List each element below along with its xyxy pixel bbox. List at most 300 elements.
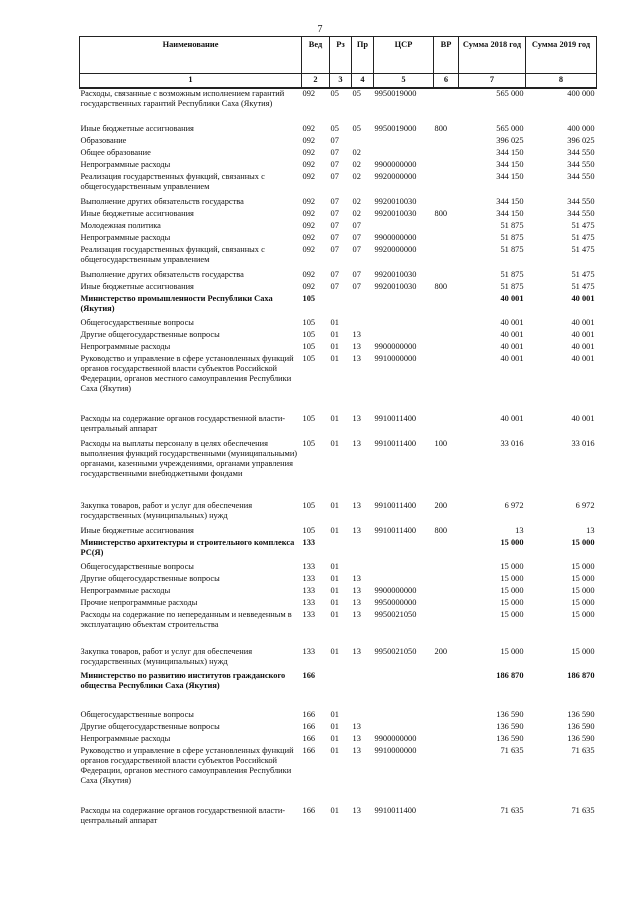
column-header-csr: ЦСР	[374, 37, 434, 74]
cell-csr: 9920010030	[374, 282, 417, 291]
cell-sum-2018: 51 875	[500, 270, 524, 279]
cell-sum-2019: 344 550	[567, 197, 595, 206]
cell-name: Руководство и управление в сфере установленных функций органов государственной власти субъектов Российской Федерации, органов местного самоуправления Республики Саха (Якутия)	[80, 354, 294, 393]
cell-csr	[374, 538, 434, 562]
cell-name: Другие общегосударственные вопросы	[80, 574, 220, 583]
cell-rz: 01	[330, 318, 339, 327]
cell-ved: 092	[302, 136, 316, 145]
cell-sum-2019: 51 475	[571, 282, 595, 291]
cell-sum-2019: 15 000	[571, 538, 595, 547]
table-row	[80, 746, 597, 806]
column-header-vr: ВР	[434, 37, 459, 74]
cell-sum-2019: 400 000	[567, 89, 595, 98]
cell-sum-2018: 71 635	[500, 806, 524, 815]
column-number: 4	[352, 74, 374, 89]
cell-ved: 105	[302, 342, 316, 351]
table-row	[80, 647, 597, 671]
cell-csr	[374, 671, 434, 710]
cell-vr	[434, 270, 459, 282]
cell-sum-2018: 136 590	[496, 710, 524, 719]
cell-csr: 9920000000	[374, 245, 417, 254]
cell-sum-2018: 13	[515, 526, 524, 535]
cell-ved: 092	[302, 148, 316, 157]
cell-name: Непрограммные расходы	[80, 233, 171, 242]
column-number: 6	[434, 74, 459, 89]
cell-pr	[352, 294, 374, 318]
cell-csr: 9950021050	[374, 610, 417, 619]
cell-sum-2019: 40 001	[571, 342, 595, 351]
table-row	[80, 330, 597, 342]
cell-pr: 13	[352, 610, 361, 619]
cell-pr: 13	[352, 746, 361, 755]
column-number: 1	[80, 74, 302, 89]
cell-name: Министерство промышленности Республики Саха (Якутия)	[80, 294, 273, 313]
cell-csr	[374, 294, 434, 318]
cell-csr: 9920000000	[374, 172, 417, 181]
cell-ved: 092	[302, 233, 316, 242]
cell-ved: 092	[302, 89, 316, 98]
cell-name: Иные бюджетные ассигнования	[80, 209, 194, 218]
cell-csr: 9920010030	[374, 209, 417, 218]
cell-rz: 07	[330, 148, 339, 157]
cell-pr	[352, 538, 374, 562]
table-row	[80, 526, 597, 538]
cell-rz	[330, 294, 352, 318]
table-row	[80, 270, 597, 282]
table-row	[80, 722, 597, 734]
cell-sum-2019: 136 590	[567, 734, 595, 743]
cell-vr: 800	[434, 209, 448, 218]
cell-name: Иные бюджетные ассигнования	[80, 526, 194, 535]
cell-ved: 105	[302, 318, 316, 327]
cell-csr: 9910011400	[374, 501, 417, 510]
cell-sum-2018: 186 870	[496, 671, 524, 680]
cell-csr: 9950000000	[374, 598, 417, 607]
cell-sum-2018: 40 001	[500, 342, 524, 351]
cell-vr	[434, 342, 459, 354]
table-row	[80, 354, 597, 414]
cell-sum-2018: 51 875	[500, 221, 524, 230]
table-row	[80, 598, 597, 610]
cell-sum-2019: 400 000	[567, 124, 595, 133]
cell-sum-2018: 565 000	[496, 124, 524, 133]
cell-pr: 07	[352, 282, 361, 291]
cell-csr	[374, 562, 434, 574]
table-row	[80, 209, 597, 221]
cell-rz: 01	[330, 526, 339, 535]
budget-table	[79, 36, 597, 830]
cell-rz: 07	[330, 209, 339, 218]
cell-rz: 01	[330, 710, 339, 719]
cell-rz: 07	[330, 160, 339, 169]
cell-name: Непрограммные расходы	[80, 734, 171, 743]
cell-rz	[330, 538, 352, 562]
table-row	[80, 501, 597, 526]
cell-ved: 166	[302, 722, 316, 731]
cell-name: Расходы на содержание по непереданным и невведенным в эксплуатацию объектам строительства	[80, 610, 292, 629]
cell-vr	[434, 562, 459, 574]
cell-csr	[374, 330, 434, 342]
cell-sum-2019: 40 001	[571, 318, 595, 327]
table-row	[80, 318, 597, 330]
cell-sum-2018: 136 590	[496, 722, 524, 731]
table-row	[80, 610, 597, 647]
cell-csr	[374, 221, 434, 233]
cell-vr	[434, 610, 459, 647]
table-row	[80, 136, 597, 148]
cell-name: Министерство архитектуры и строительного комплекса РС(Я)	[80, 538, 295, 557]
cell-vr: 800	[434, 526, 448, 535]
column-number: 3	[330, 74, 352, 89]
cell-sum-2018: 6 972	[504, 501, 524, 510]
cell-csr	[374, 710, 434, 722]
cell-csr: 9900000000	[374, 586, 417, 595]
cell-ved: 166	[302, 671, 316, 680]
cell-vr	[434, 330, 459, 342]
cell-pr	[352, 136, 374, 148]
cell-name: Выполнение других обязательств государства	[80, 270, 244, 279]
cell-ved: 105	[302, 501, 316, 510]
cell-vr	[434, 746, 459, 806]
cell-sum-2019: 40 001	[571, 354, 595, 363]
cell-sum-2019: 344 550	[567, 172, 595, 181]
cell-rz: 01	[330, 414, 339, 423]
cell-sum-2019: 15 000	[571, 574, 595, 583]
cell-sum-2019: 51 475	[571, 245, 595, 254]
cell-sum-2018: 396 025	[496, 136, 524, 145]
cell-csr	[374, 574, 434, 586]
table-row	[80, 806, 597, 830]
cell-pr: 02	[352, 172, 361, 181]
cell-name: Общегосударственные вопросы	[80, 562, 194, 571]
cell-sum-2019: 15 000	[571, 647, 595, 656]
cell-name: Образование	[80, 136, 127, 145]
cell-pr: 02	[352, 160, 361, 169]
cell-vr	[434, 318, 459, 330]
cell-ved: 133	[302, 586, 316, 595]
cell-name: Реализация государственных функций, связанных с общегосударственным управлением	[80, 172, 265, 191]
table-row	[80, 439, 597, 501]
cell-sum-2018: 15 000	[500, 598, 524, 607]
cell-csr: 9920010030	[374, 270, 417, 279]
cell-name: Расходы на содержание органов государственной власти- центральный аппарат	[80, 414, 286, 433]
cell-rz: 07	[330, 221, 339, 230]
table-row	[80, 414, 597, 439]
cell-name: Непрограммные расходы	[80, 342, 171, 351]
cell-rz: 07	[330, 136, 339, 145]
cell-pr: 05	[352, 89, 361, 98]
cell-sum-2018: 565 000	[496, 89, 524, 98]
cell-ved: 092	[302, 160, 316, 169]
cell-vr	[434, 148, 459, 160]
cell-vr	[434, 414, 459, 439]
cell-sum-2018: 344 150	[496, 148, 524, 157]
column-header-ved: Вед	[302, 37, 330, 74]
cell-csr: 9950019000	[374, 89, 417, 98]
cell-csr: 9910000000	[374, 746, 417, 755]
cell-pr: 02	[352, 209, 361, 218]
cell-sum-2018: 344 150	[496, 160, 524, 169]
cell-vr	[434, 160, 459, 172]
cell-rz: 07	[330, 197, 339, 206]
cell-pr: 13	[352, 734, 361, 743]
cell-csr: 9900000000	[374, 342, 417, 351]
cell-sum-2019: 6 972	[575, 501, 595, 510]
cell-ved: 133	[302, 598, 316, 607]
cell-rz: 01	[330, 342, 339, 351]
cell-rz: 01	[330, 806, 339, 815]
table-row	[80, 294, 597, 318]
cell-name: Общегосударственные вопросы	[80, 710, 194, 719]
cell-rz: 07	[330, 270, 339, 279]
cell-ved: 166	[302, 710, 316, 719]
cell-sum-2018: 71 635	[500, 746, 524, 755]
cell-sum-2019: 71 635	[571, 806, 595, 815]
cell-name: Общегосударственные вопросы	[80, 318, 194, 327]
cell-vr: 200	[434, 647, 448, 656]
column-number: 7	[459, 74, 526, 89]
cell-sum-2018: 40 001	[500, 414, 524, 423]
table-row	[80, 574, 597, 586]
cell-name: Расходы на содержание органов государственной власти- центральный аппарат	[80, 806, 286, 825]
table-row	[80, 160, 597, 172]
cell-rz: 07	[330, 245, 339, 254]
table-row	[80, 734, 597, 746]
cell-sum-2018: 136 590	[496, 734, 524, 743]
cell-ved: 133	[302, 538, 316, 547]
cell-ved: 092	[302, 197, 316, 206]
cell-pr: 07	[352, 245, 361, 254]
cell-ved: 166	[302, 746, 316, 755]
cell-sum-2019: 13	[586, 526, 595, 535]
cell-ved: 133	[302, 610, 316, 619]
column-number: 2	[302, 74, 330, 89]
cell-name: Общее образование	[80, 148, 151, 157]
cell-csr: 9910011400	[374, 526, 417, 535]
cell-csr: 9900000000	[374, 160, 417, 169]
cell-pr: 13	[352, 354, 361, 363]
cell-sum-2018: 344 150	[496, 172, 524, 181]
cell-sum-2018: 15 000	[500, 610, 524, 619]
cell-ved: 092	[302, 172, 316, 181]
column-number: 8	[526, 74, 597, 89]
cell-csr	[374, 318, 434, 330]
table-row	[80, 586, 597, 598]
cell-vr: 800	[434, 282, 448, 291]
cell-pr: 13	[352, 526, 361, 535]
table-body	[80, 88, 597, 830]
cell-pr	[352, 671, 374, 710]
cell-rz: 01	[330, 610, 339, 619]
table-row	[80, 172, 597, 197]
cell-ved: 092	[302, 221, 316, 230]
page-number: 7	[317, 24, 323, 35]
cell-sum-2019: 40 001	[571, 330, 595, 339]
column-header-sum-2019: Сумма 2019 год	[526, 37, 597, 74]
cell-pr: 02	[352, 148, 361, 157]
cell-vr	[434, 538, 459, 562]
cell-name: Иные бюджетные ассигнования	[80, 124, 194, 133]
cell-csr: 9900000000	[374, 233, 417, 242]
cell-pr: 13	[352, 342, 361, 351]
table-row	[80, 710, 597, 722]
cell-vr	[434, 172, 459, 197]
header-row	[80, 37, 597, 74]
cell-ved: 105	[302, 354, 316, 363]
cell-vr	[434, 245, 459, 270]
cell-ved: 105	[302, 330, 316, 339]
cell-vr	[434, 574, 459, 586]
cell-pr: 07	[352, 270, 361, 279]
column-header-pr: Пр	[352, 37, 374, 74]
cell-sum-2019: 15 000	[571, 598, 595, 607]
cell-sum-2018: 40 001	[500, 354, 524, 363]
cell-sum-2018: 15 000	[500, 574, 524, 583]
cell-sum-2018: 51 875	[500, 233, 524, 242]
cell-name: Непрограммные расходы	[80, 160, 171, 169]
cell-sum-2019: 51 475	[571, 221, 595, 230]
cell-sum-2018: 344 150	[496, 209, 524, 218]
cell-vr	[434, 294, 459, 318]
cell-name: Расходы на выплаты персоналу в целях обеспечения выполнения функций государственными (муниципальными) органами, казенными учреждениями, органами управления государственными внебюджетными фондами	[80, 439, 298, 478]
cell-pr: 13	[352, 806, 361, 815]
cell-sum-2019: 51 475	[571, 270, 595, 279]
cell-sum-2019: 344 550	[567, 209, 595, 218]
table-row	[80, 233, 597, 245]
cell-name: Другие общегосударственные вопросы	[80, 722, 220, 731]
column-number: 5	[374, 74, 434, 89]
cell-name: Реализация государственных функций, связанных с общегосударственным управлением	[80, 245, 265, 264]
cell-sum-2018: 40 001	[500, 318, 524, 327]
cell-pr: 13	[352, 574, 361, 583]
cell-sum-2018: 15 000	[500, 586, 524, 595]
cell-rz: 01	[330, 734, 339, 743]
cell-name: Молодежная политика	[80, 221, 161, 230]
cell-sum-2019: 71 635	[571, 746, 595, 755]
cell-name: Закупка товаров, работ и услуг для обеспечения государственных (муниципальных) нужд	[80, 647, 253, 666]
cell-vr	[434, 598, 459, 610]
cell-vr	[434, 88, 459, 124]
cell-ved: 105	[302, 414, 316, 423]
cell-vr	[434, 197, 459, 209]
cell-rz: 01	[330, 330, 339, 339]
table-row	[80, 671, 597, 710]
cell-name: Иные бюджетные ассигнования	[80, 282, 194, 291]
cell-rz: 01	[330, 501, 339, 510]
cell-sum-2018: 344 150	[496, 197, 524, 206]
cell-vr: 800	[434, 124, 448, 133]
table-row	[80, 124, 597, 136]
cell-sum-2018: 15 000	[500, 538, 524, 547]
table-row	[80, 197, 597, 209]
cell-csr: 9910000000	[374, 354, 417, 363]
cell-sum-2019: 15 000	[571, 562, 595, 571]
cell-ved: 166	[302, 734, 316, 743]
cell-csr: 9900000000	[374, 734, 417, 743]
cell-rz: 07	[330, 233, 339, 242]
cell-sum-2019: 344 550	[567, 160, 595, 169]
cell-pr	[352, 318, 374, 330]
cell-pr: 02	[352, 197, 361, 206]
cell-sum-2018: 15 000	[500, 562, 524, 571]
cell-sum-2019: 15 000	[571, 610, 595, 619]
cell-pr	[352, 710, 374, 722]
cell-vr: 200	[434, 501, 448, 510]
cell-rz: 01	[330, 722, 339, 731]
cell-sum-2018: 33 016	[500, 439, 524, 448]
cell-ved: 105	[302, 294, 316, 303]
cell-sum-2019: 396 025	[567, 136, 595, 145]
cell-pr	[352, 562, 374, 574]
cell-pr: 13	[352, 722, 361, 731]
cell-rz: 01	[330, 586, 339, 595]
cell-pr: 13	[352, 647, 361, 656]
cell-csr: 9950021050	[374, 647, 417, 656]
cell-rz: 01	[330, 354, 339, 363]
column-header-rz: Рз	[330, 37, 352, 74]
cell-ved: 092	[302, 124, 316, 133]
cell-csr: 9910011400	[374, 414, 417, 423]
table-row	[80, 538, 597, 562]
cell-sum-2019: 136 590	[567, 710, 595, 719]
table-row	[80, 342, 597, 354]
cell-name: Министерство по развитию институтов гражданского общества Республики Саха (Якутия)	[80, 671, 286, 690]
cell-pr: 13	[352, 501, 361, 510]
cell-pr: 05	[352, 124, 361, 133]
cell-sum-2019: 15 000	[571, 586, 595, 595]
cell-ved: 092	[302, 282, 316, 291]
cell-rz: 01	[330, 598, 339, 607]
cell-pr: 13	[352, 598, 361, 607]
column-header-sum-2018: Сумма 2018 год	[459, 37, 526, 74]
cell-ved: 133	[302, 574, 316, 583]
cell-rz: 01	[330, 562, 339, 571]
cell-sum-2019: 51 475	[571, 233, 595, 242]
column-header-name: Наименование	[80, 37, 302, 74]
cell-csr: 9910011400	[374, 806, 417, 815]
cell-sum-2018: 15 000	[500, 647, 524, 656]
cell-rz: 01	[330, 574, 339, 583]
cell-name: Другие общегосударственные вопросы	[80, 330, 220, 339]
cell-ved: 166	[302, 806, 316, 815]
cell-sum-2019: 40 001	[571, 414, 595, 423]
cell-vr	[434, 586, 459, 598]
cell-rz: 01	[330, 439, 339, 448]
cell-vr	[434, 722, 459, 734]
cell-csr	[374, 722, 434, 734]
cell-name: Непрограммные расходы	[80, 586, 171, 595]
cell-ved: 105	[302, 439, 316, 448]
cell-name: Руководство и управление в сфере установленных функций органов государственной власти субъектов Российской Федерации, органов местного самоуправления Республики Саха (Якутия)	[80, 746, 294, 785]
cell-csr	[374, 148, 434, 160]
cell-csr: 9920010030	[374, 197, 417, 206]
cell-vr	[434, 136, 459, 148]
cell-vr	[434, 806, 459, 830]
cell-ved: 092	[302, 270, 316, 279]
cell-pr: 13	[352, 330, 361, 339]
column-number-row	[80, 74, 597, 89]
cell-ved: 105	[302, 526, 316, 535]
cell-pr: 13	[352, 586, 361, 595]
cell-csr: 9950019000	[374, 124, 417, 133]
cell-vr	[434, 221, 459, 233]
cell-rz: 07	[330, 282, 339, 291]
cell-vr	[434, 671, 459, 710]
table-row	[80, 562, 597, 574]
cell-sum-2018: 51 875	[500, 245, 524, 254]
cell-sum-2018: 51 875	[500, 282, 524, 291]
cell-ved: 133	[302, 562, 316, 571]
